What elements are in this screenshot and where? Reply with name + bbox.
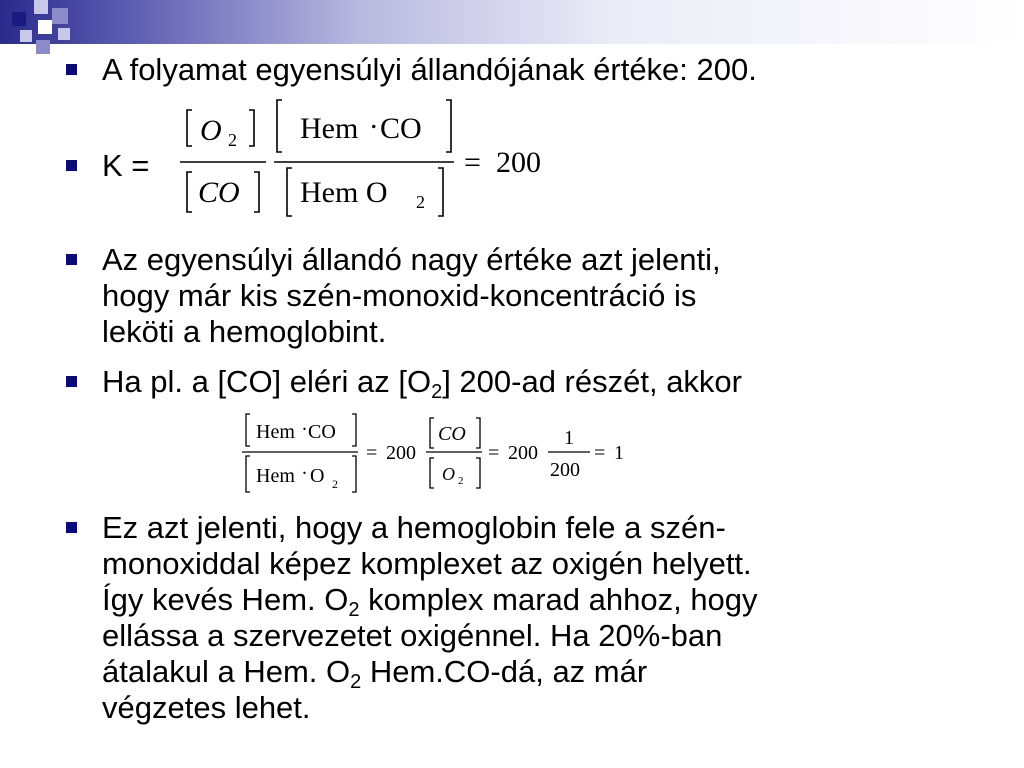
bullet-text: Ha pl. a [CO] eléri az $[O_2]$ 200-ad részét, akkor bbox=[102, 364, 743, 403]
bullet-icon bbox=[66, 64, 77, 75]
bullet-icon bbox=[66, 254, 77, 265]
equals: = bbox=[594, 442, 606, 464]
bullet-icon bbox=[66, 522, 77, 533]
bullet-icon bbox=[66, 376, 77, 387]
header-bar bbox=[0, 0, 1024, 44]
bullet-icon bbox=[66, 160, 77, 171]
bullet-text: A folyamat egyensúlyi állandójának értéke: 200. bbox=[102, 52, 757, 87]
o-symbol: O bbox=[442, 464, 455, 484]
subscript: 2 bbox=[228, 130, 237, 150]
equals: = bbox=[488, 442, 500, 464]
value: 200 bbox=[386, 442, 416, 464]
co-label: CO bbox=[308, 421, 336, 443]
bullet-text-line-1: Az egyensúlyi állandó nagy értéke azt jelenti, bbox=[102, 242, 721, 277]
bullet-text-line-6: végzetes lehet. bbox=[102, 690, 311, 725]
hem-label: Hem bbox=[256, 465, 295, 487]
dot: . bbox=[370, 102, 378, 135]
bullet-text-line-1: Ez azt jelenti, hogy a hemoglobin fele a szén- bbox=[102, 510, 726, 545]
bullet-text-line-3: Így kevés Hem. $O_2$ komplex marad ahhoz, hogy bbox=[102, 582, 758, 621]
hem-label: Hem bbox=[256, 421, 295, 443]
hem-label: Hem bbox=[300, 112, 359, 145]
value: 200 bbox=[508, 442, 538, 464]
co-label: CO bbox=[380, 112, 422, 145]
denominator: 200 bbox=[550, 459, 580, 481]
bullet-text-line-2: monoxiddal képez komplexet az oxigén helyett. bbox=[102, 546, 752, 581]
co-symbol: CO bbox=[198, 176, 240, 209]
subscript: 2 bbox=[416, 192, 425, 212]
dot: . bbox=[302, 457, 307, 479]
subscript: 2 bbox=[458, 475, 464, 487]
subscript: 2 bbox=[332, 477, 338, 491]
equation-ratio bbox=[236, 408, 636, 498]
bullet-text-line-5: átalakul a Hem. $O_2$ Hem.CO-dá, az már bbox=[102, 654, 648, 693]
co-symbol: CO bbox=[438, 423, 466, 445]
equals: = bbox=[366, 442, 378, 464]
bullet-text-line-2: hogy már kis szén-monoxid-koncentráció is bbox=[102, 278, 697, 313]
hem-o-label: Hem O bbox=[300, 176, 388, 209]
bullet-text: K = bbox=[102, 148, 150, 183]
result: 1 bbox=[614, 442, 624, 464]
o-symbol: O bbox=[200, 114, 222, 147]
o-label: O bbox=[310, 465, 325, 487]
value: 200 bbox=[496, 146, 541, 179]
numerator: 1 bbox=[564, 427, 574, 449]
dot: . bbox=[302, 413, 307, 435]
equation-k bbox=[170, 94, 570, 226]
equals: = bbox=[464, 146, 481, 179]
bullet-text-line-3: leköti a hemoglobint. bbox=[102, 314, 387, 349]
bullet-text-line-4: ellássa a szervezetet oxigénnel. Ha 20%-ban bbox=[102, 618, 723, 653]
